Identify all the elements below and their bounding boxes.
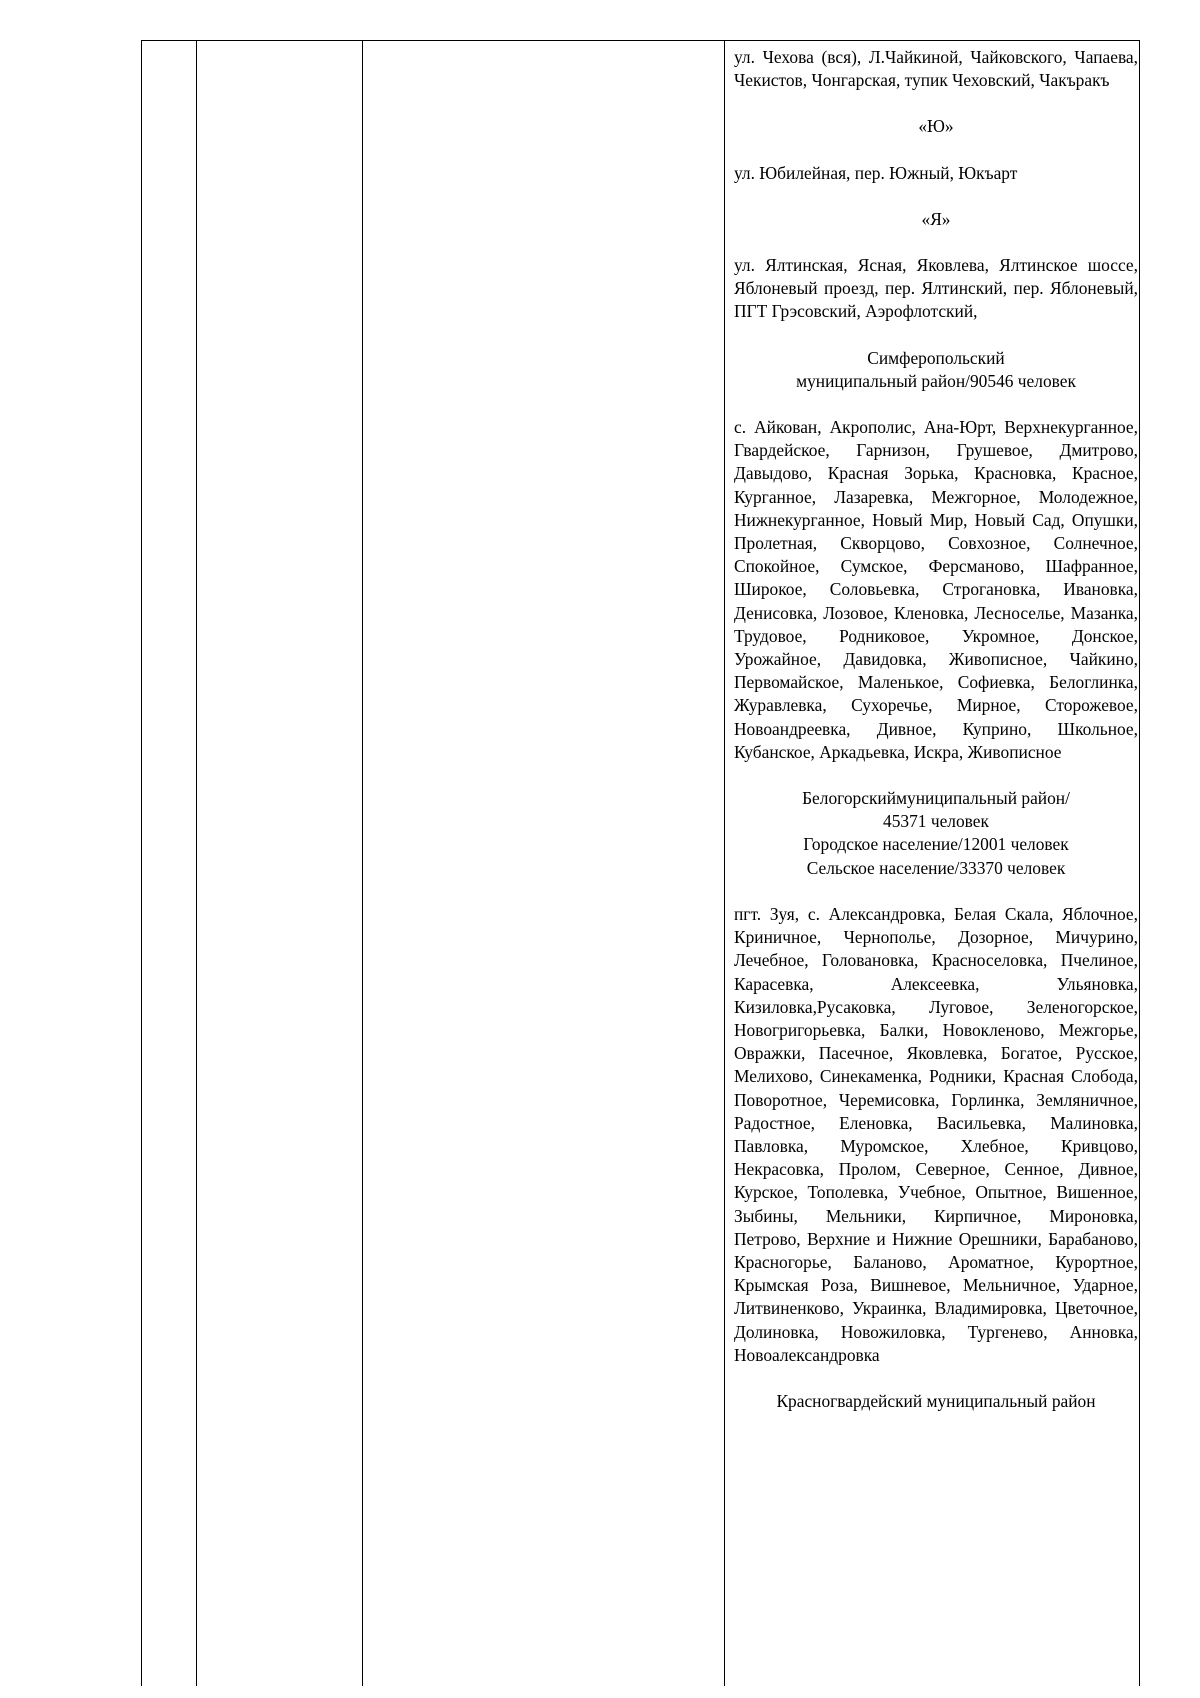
simferopol-villages-paragraph: с. Айкован, Акрополис, Ана-Юрт, Верхнекурганное, Гвардейское, Гарнизон, Грушевое, Дмитрово, Давыдово, Красная Зорька, Красновка, Красное, Курганное, Лазаревка, Межгорное, Молодежное, Нижнекурганное, Новый Мир, Новый Сад, Опушки, Пролетная, Скворцово, Совхозное, Солнечное, Спокойное, Сумское, Ферсманово, Шафранное, Широкое, Соловьевка, Строгановка, Ивановка, Денисовка, Лозовое, Кленовка, Лесноселье, Мазанка, Трудовое, Родниковое, Укромное, Донское, Урожайное, Давидовка, Живописное, Чайкино, Первомайское, Маленькое, Софиевка, Белоглинка, Журавлевка, Сухоречье, Мирное, Сторожевое, Новоандреевка, Дивное, Куприно, Школьное, Кубанское, Аркадьевка, Искра, Живописное: [734, 417, 1138, 762]
belogorsk-district-population: 45371 человек: [883, 811, 989, 832]
belogorsk-villages-paragraph: пгт. Зуя, с. Александровка, Белая Скала, Яблочное, Криничное, Чернополье, Дозорное, Мичурино, Лечебное, Голованoвка, Красноселовка, Пчелиное, Карасевка, Алексеевка, Ульяновка, Кизиловка,Русаковка, Луговое, Зеленогорское, Новогригорьевка, Балки, Новокленово, Межгорье, Овражки, Пасечное, Яковлевка, Богатое, Русское, Мелихово, Синекаменка, Родники, Красная Слобода, Поворотное, Черемисовка, Горлинка, Земляничное, Радостное, Еленовка, Васильевка, Малиновка, Павловка, Муромское, Хлебное, Кривцово, Некрасовка, Пролом, Северное, Сенное, Дивное, Курское, Тополевка, Учебное, Опытное, Вишенное, Зыбины, Мельники, Кирпичное, Мироновка, Петрово, Верхние и Нижние Орешники, Барабаново, Красногорье, Баланово, Ароматное, Курортное, Крымская Роза, Вишневое, Мельничное, Ударное, Литвиненково, Украинка, Владимировка, Цветочное, Долиновка, Новожиловка, Тургенево, Анновка, Новоалександровка: [734, 903, 1138, 1365]
table-top-border: [141, 40, 1140, 41]
belogorsk-district-heading: Белогорскиймуниципальный район/: [802, 788, 1070, 809]
streets-yu-paragraph: ул. Юбилейная, пер. Южный, Юкъарт: [734, 162, 1018, 183]
belogorsk-rural-population: Сельское население/33370 человек: [806, 857, 1066, 878]
simferopol-district-heading: Симферопольский: [867, 347, 1005, 368]
table-left-border: [141, 40, 142, 1686]
letter-heading-yu: «Ю»: [918, 116, 954, 137]
streets-ya-paragraph: ул. Ялтинская, Ясная, Яковлева, Ялтинское шоссе, Яблоневый проезд, пер. Ялтинский, пер. Яблоневый, ПГТ Грэсовский, Аэрофлотский,: [734, 255, 1138, 322]
column-divider-2: [362, 40, 363, 1686]
settlements-cell: [734, 46, 1138, 1413]
streets-ch-paragraph: ул. Чехова (вся), Л.Чайкиной, Чайковского, Чапаева, Чекистов, Чонгарская, тупик Чеховский, Чакъракъ: [734, 47, 1138, 91]
belogorsk-urban-population: Городское население/12001 человек: [803, 834, 1069, 855]
simferopol-district-population: муниципальный район/90546 человек: [796, 370, 1076, 391]
column-divider-1: [196, 40, 197, 1686]
column-divider-3: [724, 40, 725, 1686]
letter-heading-ya: «Я»: [921, 208, 951, 229]
krasnogvardeysky-district-heading: Красногвардейский муниципальный район: [776, 1390, 1096, 1411]
table-right-border: [1139, 40, 1140, 1686]
